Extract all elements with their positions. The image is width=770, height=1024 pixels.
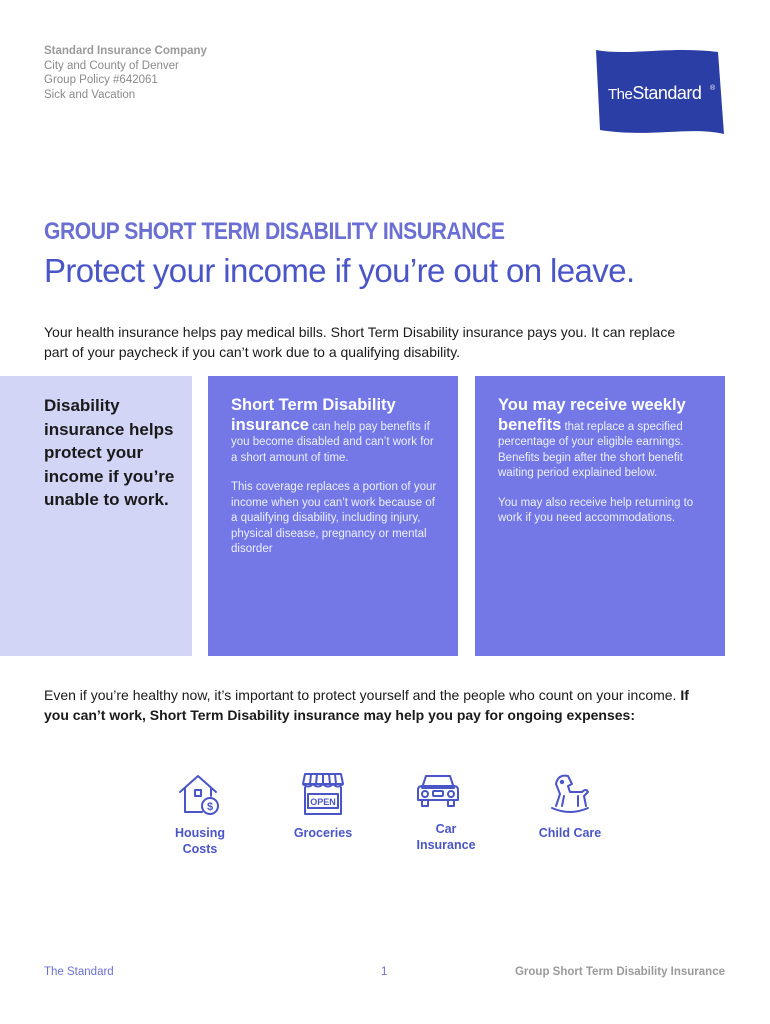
footer-doc-title: Group Short Term Disability Insurance — [514, 966, 725, 978]
expenses-paragraph — [44, 686, 704, 725]
expenses-emphasis: If you can’t work, Short Term Disability insurance may help you pay for ongoing expenses: — [44, 687, 689, 723]
header-line-city: City and County of Denver — [44, 59, 179, 72]
the-standard-logo — [590, 46, 726, 138]
logo-registered: ® — [710, 85, 716, 92]
logo-standard: Standard — [632, 83, 702, 103]
grocery-store-icon — [299, 770, 347, 818]
logo-the: The — [608, 86, 633, 103]
card-lead: can help pay benefits if you become disabled and can’t work for a short amount of time. — [231, 420, 434, 464]
page-number: 1 — [381, 966, 388, 978]
car-icon — [414, 766, 462, 814]
store-sign-text: OPEN — [310, 797, 336, 807]
svg-text:TheStandard — [608, 83, 701, 103]
svg-text:$: $ — [206, 801, 214, 813]
info-card-benefits — [475, 376, 725, 656]
info-card-std — [208, 376, 458, 656]
side-panel — [0, 376, 192, 656]
expenses-intro: Even if you’re healthy now, it’s important to protect yourself and the people who count on your income. — [44, 687, 681, 703]
intro-paragraph: Your health insurance helps pay medical bills. Short Term Disability insurance pays you. It can replace part of your paycheck if you can’t work due to a qualifying disability. — [44, 324, 676, 360]
card-title: You may receive weekly benefits — [498, 396, 686, 434]
house-dollar-icon — [176, 770, 224, 818]
side-panel-text: Disability insurance helps protect your income if you’re unable to work. — [44, 396, 175, 509]
expense-label-housing: Housing Costs — [175, 826, 225, 856]
card-paragraph: You may also receive help returning to work if you need accommodations. — [498, 496, 694, 524]
company-name: Standard Insurance Company — [44, 45, 207, 57]
card-lead: that replace a specified percentage of your eligible earnings. Benefits begin after the short benefit waiting period explained below. — [498, 420, 684, 479]
header-line-policy: Group Policy #642061 — [44, 74, 158, 86]
rocking-horse-icon — [546, 770, 594, 818]
page-title: Protect your income if you’re out on leave. — [44, 252, 635, 289]
card-title: Short Term Disability insurance — [231, 396, 396, 434]
page-kicker: GROUP SHORT TERM DISABILITY INSURANCE — [44, 218, 505, 245]
company-header — [44, 44, 207, 102]
header-line-plan: Sick and Vacation — [44, 88, 136, 101]
card-paragraph: This coverage replaces a portion of your income when you can’t work because of a qualifying disability, including injury, physical disease, pregnancy or mental disorder — [231, 481, 437, 555]
footer-brand: The Standard — [44, 966, 114, 978]
expense-label-childcare: Child Care — [538, 826, 602, 840]
expense-label-car: Car Insurance — [416, 822, 476, 852]
expense-label-groceries: Groceries — [293, 826, 353, 840]
